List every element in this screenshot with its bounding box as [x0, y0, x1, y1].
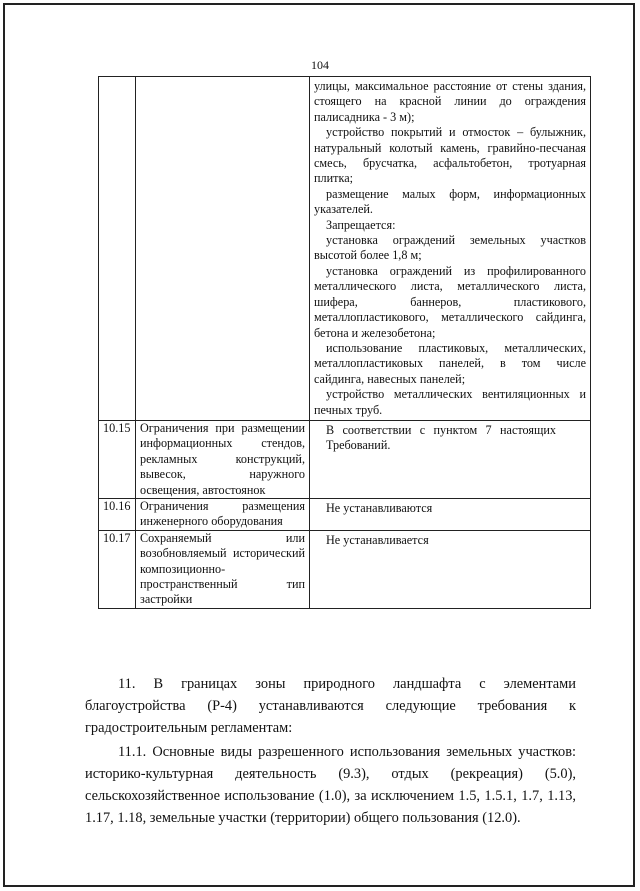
- value-paragraph: установка ограждений из профилированного металлического листа, металлического листа, шифера, баннеров, пластикового, металлопластикового, металлического сайдинга, бетона и железобетона;: [314, 263, 586, 340]
- table-row: [99, 420, 591, 498]
- value-paragraph: установка ограждений земельных участков высотой более 1,8 м;: [314, 233, 586, 263]
- regulations-table: [98, 76, 591, 609]
- value-paragraph: улицы, максимальное расстояние от стены здания, стоящего на красной линии до ограждения палисадника - 3 м);: [314, 79, 586, 124]
- row-number: 10.16: [99, 498, 136, 530]
- table-row-continuation: [99, 77, 591, 421]
- row-number: 10.15: [99, 420, 136, 498]
- table-row: [99, 498, 591, 530]
- row-name-cell: [136, 77, 310, 421]
- row-value: [310, 420, 591, 498]
- value-paragraph: Запрещается:: [326, 217, 396, 232]
- row-value-text: Не устанавливаются: [326, 500, 433, 515]
- value-paragraph: устройство металлических вентиляционных и печных труб.: [314, 387, 586, 417]
- table-row: [99, 530, 591, 608]
- row-name: Сохраняемый или возобновляемый исторический композиционно-пространственный тип застройки: [136, 530, 310, 608]
- page-number: 104: [311, 58, 329, 72]
- row-name: Ограничения при размещении информационных стендов, рекламных конструкций, вывесок, наружного освещения, автостоянок: [136, 420, 310, 498]
- row-value: [310, 498, 591, 530]
- value-paragraph: использование пластиковых, металлических, металлопластиковых панелей, в том числе сайдинга, навесных панелей;: [314, 340, 586, 386]
- row-value: [310, 530, 591, 608]
- row-value-text: Не устанавливается: [326, 532, 429, 547]
- value-paragraph: устройство покрытий и отмосток – булыжник, натуральный колотый камень, гравийно-песчаная смесь, брусчатка, асфальтобетон, тротуарная плитка;: [314, 125, 586, 186]
- row-value-text: В соответствии с пунктом 7 настоящих Требований.: [326, 422, 556, 453]
- value-paragraph: размещение малых форм, информационных указателей.: [314, 186, 586, 217]
- row-name: Ограничения размещения инженерного оборудования: [136, 498, 310, 530]
- section-11-1-paragraph: 11.1. Основные виды разрешенного использования земельных участков: историко-культурная деятельность (9.3), отдых (рекреация) (5.0), сельскохозяйственное использование (1.0), за исключением 1.5, 1.5.1, 1.7, 1.13, 1.17, 1.18, земельные участки (территории) общего пользования (12.0).: [85, 744, 576, 826]
- section-11-paragraph: 11. В границах зоны природного ландшафта с элементами благоустройства (Р-4) устанавливаются следующие требования к градостроительным регламентам:: [85, 676, 576, 736]
- row-number-cell: [99, 77, 136, 421]
- row-value-cell: [310, 77, 591, 421]
- row-number: 10.17: [99, 530, 136, 608]
